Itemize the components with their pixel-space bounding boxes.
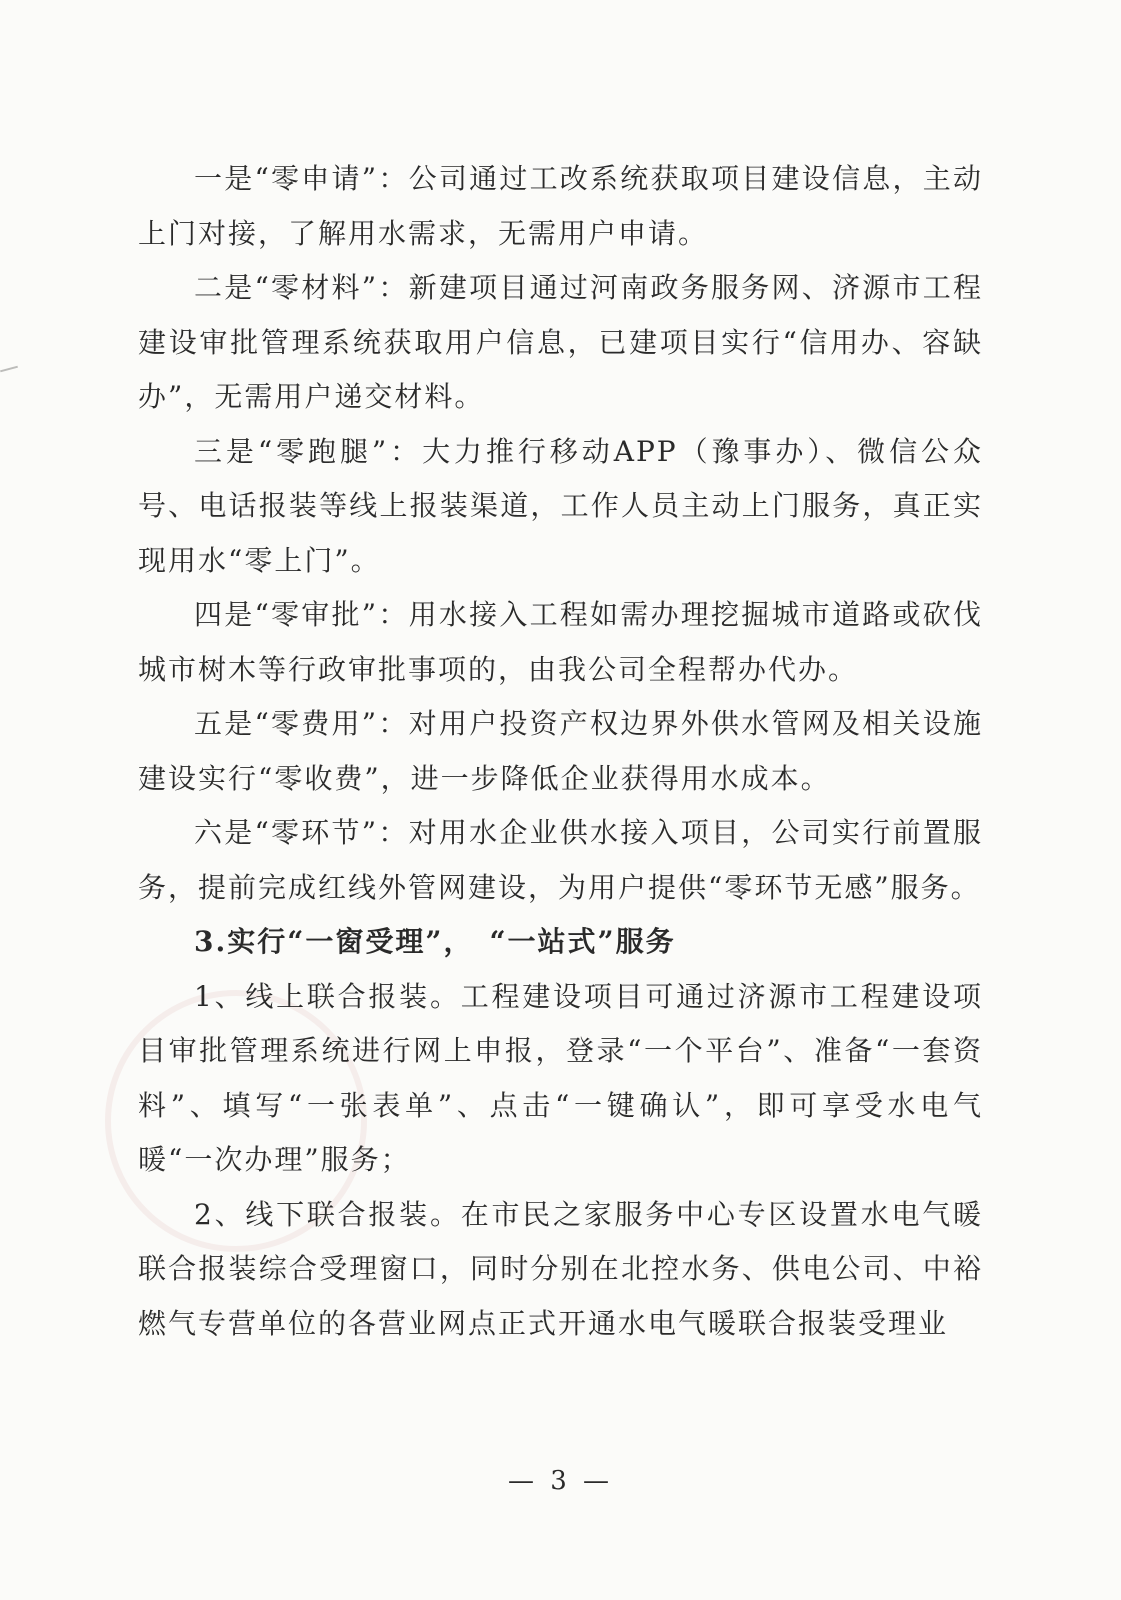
- paragraph-zero-steps: 六是“零环节”：对用水企业供水接入项目，公司实行前置服务，提前完成红线外管网建设，为用户提供“零环节无感”服务。: [138, 816, 983, 904]
- paragraph-zero-application: 一是“零申请”：公司通过工改系统获取项目建设信息，主动上门对接，了解用水需求，无需用户申请。: [138, 162, 983, 250]
- paragraph-zero-cost: 五是“零费用”：对用户投资产权边界外供水管网及相关设施建设实行“零收费”，进一步降低企业获得用水成本。: [138, 707, 983, 795]
- paragraph-online-application: 1、线上联合报装。工程建设项目可通过济源市工程建设项目审批管理系统进行网上申报，登录“一个平台”、准备“一套资料”、填写“一张表单”、点击“一键确认”，即可享受水电气暖“一次办理”服务；: [138, 979, 983, 1176]
- paragraph-offline-application: 2、线下联合报装。在市民之家服务中心专区设置水电气暖联合报装综合受理窗口，同时分别在北控水务、供电公司、中裕燃气专营单位的各营业网点正式开通水电气暖联合报装受理业: [138, 1197, 983, 1340]
- document-body: [138, 152, 983, 1351]
- page-number: — 3 —: [507, 1466, 614, 1496]
- section-heading: 3.实行“一窗受理”， “一站式”服务: [194, 925, 676, 958]
- paragraph-zero-approval: 四是“零审批”：用水接入工程如需办理挖掘城市道路或砍伐城市树木等行政审批事项的，由我公司全程帮办代办。: [138, 598, 983, 686]
- paragraph-zero-materials: 二是“零材料”：新建项目通过河南政务服务网、济源市工程建设审批管理系统获取用户信息，已建项目实行“信用办、容缺办”，无需用户递交材料。: [138, 271, 983, 413]
- paragraph-zero-legwork: 三是“零跑腿”：大力推行移动APP（豫事办）、微信公众号、电话报装等线上报装渠道，工作人员主动上门服务，真正实现用水“零上门”。: [138, 434, 983, 577]
- scan-mark: [0, 366, 18, 373]
